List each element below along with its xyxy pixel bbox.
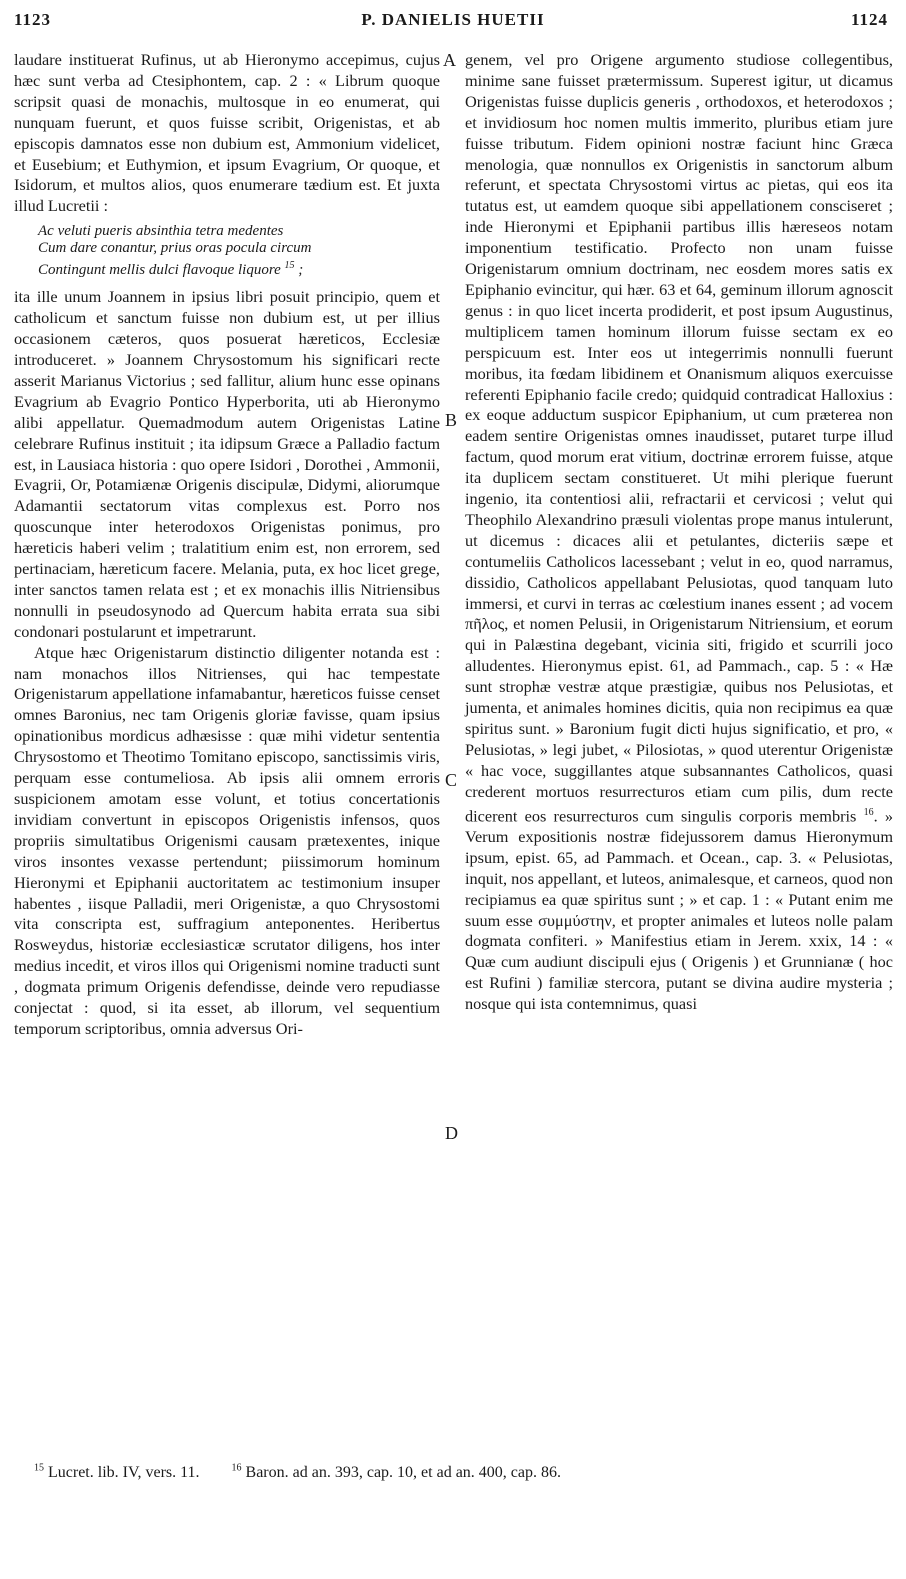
page-header	[0, 6, 906, 32]
verse-line-3-text: Contingunt mellis dulci flavoque liquore	[38, 262, 281, 279]
footnote-ref-16: 16	[863, 806, 874, 818]
footnote-15-text: Lucret. lib. IV, vers. 11.	[48, 1464, 200, 1482]
right-paragraph-1-text: genem, vel pro Origene argumento studiose collegentibus, minime sane fuisset prætermissum. Superest igitur, ut dicamus Origenistas fuisse duplicis generis , orthodoxos, et heterodoxos ; et invidiosum hoc nomen multis immerito, pluribus etiam jure fuisse tributum. Fidem opinioni nostræ faciunt hinc Græca menologia, quæ nonnullos ex Origenistis in sanctorum album referunt, et spectata Chrysostomi virtus ac pietas, qui eos ita tutatus est, ut eamdem quoque sibi appellationem consciseret ; inde Hieronymi et Epiphanii partibus illis hæreseos notam imponentium testificatio. Profecto non unam fuisse Origenistarum omnium doctrinam, nec eosdem mores satis ex Epiphanio evincitur, qui hær. 63 et 64, geminum illorum agnoscit genus : in quo licet incerta prodiderit, et post ipsum Augustinus, multiplicem tamen hominum illorum fuisse sectam ex eo perspicuum est. Inter eos ut integerrimis nonnulli fuerunt moribus, ita fœdam libidinem et Onanismum aliquos exercuisse referenti Epiphanio facile credo; quidquid contradicat Halloxius : ex eoque adductum suspicor Epiphanium, ut cum præterea non eadem sentire Origenistas omnes inaudisset, putaret turpe illud factum, quod morum erat vitium, doctrinæ errorem fuisse, atque ita duplicem sectam constitueret. Ut mihi plerique fuerunt ingenio, ita contentiosi alii, refractarii et cervicosi ; velut qui Theophilo Alexandrino præsuli violentas prope manus intulerunt, ut dicemus : dicaces alii et petulantes, dicteriis sæpe et contumeliis Catholicos lacessebant ; velut in eo, quod narramus, dissidio, Catholicos appellabant Pelusiotas, quod tanquam luto immersi, et curvi in terras ac cœlestium inanes essent ; ad vocem πῆλος, et nomen Pelusii, in Origenistarum Nitriensium, et eorum qui in Palæstina degebant, vicinia siti, frigido et scurrili joco alludentes. Hieronymus epist. 61, ad Pammach., cap. 5 : « Hæ sunt strophæ vestræ atque præstigiæ, quibus nos Pelusiotas, et jumenta, et animales homines dicitis, quia non recipimus ea quæ spiritus sunt. » Baronium fugit dicti hujus significatio, et pro, « Pelusiotas, » legi jubet, « Pilosiotas, » quod uterentur Origenistæ « hac voce, suggillantes atque subsannantes Catholicos, quasi crederent mortuos resurrecturos etiam cum pilis, dum recte dicerent eos resurrecturos cum singulis corporis membris	[465, 50, 893, 826]
footnote-15-number: 15	[34, 1463, 44, 1474]
footnote-16	[232, 1464, 575, 1481]
left-paragraph-3: Atque hæc Origenistarum distinctio diligenter notanda est : nam monachos illos Nitrienses, qui hac tempestate Origenistarum appellatione infamabantur, hæreticos fuisse censet omnes Baronius, nec tam Origenis gloriæ favisse, quam ipsius opinationibus mordicus adhæsisse : quæ mihi videtur sententia Chrysostomo et Theotimo Tomitano episcopo, sanctissimis viris, perquam esse contumeliosa. Ab ipsis alii omnem erroris suspicionem amotam esse volunt, et totius concertationis invidiam convertunt in episcopos Origenistis infensos, quos propriis simultatibus Origenismi causam prætexentes, inique viros insontes vexasse pertendunt; piissimorum hominum Hieronymi et Epiphanii auctoritatem ac testimonium insuper habentes , iisque Palladii, meri Origenistæ, a quo Chrysostomi vita conscripta est, suffragium anteponentes. Heribertus Rosweydus, historiæ ecclesiasticæ scrutator diligens, hos inter medius incedit, et viros illos qui Origenismi nomine traducti sunt , dogmata primum Origenis defendisse, deinde vero repudiasse conjectat : quod, si ita esset, ab illorum, vel sequentium temporum scriptoribus, omnia adversus Ori-	[14, 642, 440, 1038]
lucretius-verse	[38, 223, 440, 279]
margin-letter-b: B	[445, 410, 458, 430]
footnote-16-text: Baron. ad an. 393, cap. 10, et ad an. 400, cap. 86.	[245, 1464, 561, 1482]
footnotes	[34, 1463, 894, 1482]
right-paragraph-1	[465, 50, 893, 1015]
left-paragraph-1: laudare instituerat Rufinus, ut ab Hieronymo accepimus, cujus hæc sunt verba ad Ctesiphontem, cap. 2 : « Librum quoque scripsit quasi de monachis, multosque in eo enumerat, qui nunquam fuerunt, et quos fuisse scribit, Origenistas, et ab episcopis damnatos esse non dubium est, Ammonium videlicet, et Eusebium; et Euthymion, et ipsum Evagrium, Or quoque, et Isidorum, et multos alios, quos enumerare tædium est. Et juxta illud Lucretii :	[14, 50, 440, 216]
verse-line-3: Contingunt mellis dulci flavoque liquore $^{15}$ ;	[38, 260, 304, 279]
page-number-right: 1124	[850, 10, 888, 29]
verse-line-2: Cum dare conantur, prius oras pocula circum	[38, 240, 312, 257]
left-column	[14, 50, 440, 1040]
running-title: P. DANIELIS HUETII	[361, 10, 545, 29]
page-number-left: 1123	[14, 10, 52, 29]
left-paragraph-2: ita ille unum Joannem in ipsius libri posuit principio, quem et catholicum et sanctum fuisse non dubium est, ut per illius occasionem cæteros, quos posuerat hæreticos, Ecclesiæ introduceret. » Joannem Chrysostomum his significari recte asserit Marianus Victorius ; sed fallitur, alium hunc esse opinans Evagrium ab Evagrio Pontico Hyperborita, uti ab Hieronymo alibi appellatur. Quemadmodum autem Origenistas Latine celebrare Rufinus instituit ; ita idipsum Græce a Palladio factum est, in Lausiaca historia : quo opere Isidori , Dorothei , Ammonii, Evagrii, Or, Potamiænæ Origenis discipulæ, Didymi, aliorumque Adamantii sectatorum vitas complexus est. Porro nos quoscunque inter heterodoxos Origenistas ponimus, pro hæreticis haberi velim ; tralatitium enim est, non errorem, sed pertinaciam, hæreticum facere. Melania, puta, ex hoc licet grege, inter sanctos tamen relata est ; et ex monachis illis Nitriensibus nonnulli in pseudosynodo ad Quercum habita errata sua sibi condonari postularunt et impetrarunt.	[14, 287, 440, 641]
footnote-ref-15: 15	[284, 260, 295, 272]
right-paragraph-1-end: . » Verum expositionis nostræ fidejussorem damus Hieronymum ipsum, epist. 65, ad Pammach. et Ocean., cap. 3. « Pelusiotas, inquit, nos appellant, et luteos, animalesque, et carneos, quod non recipiamus ea quæ spiritus sunt ; » et cap. 1 : « Putant enim me suum esse συμμύστην, et propter animales et luteos nolle palam dogmata confiteri. » Manifestius etiam in Jerem. xxix, 14 : « Quæ cum audiunt discipuli ejus ( Origenis ) et Grunnianæ ( hoc est Rufini ) familiæ stercora, putant se divina audire mysteria ; nosque qui ista contemnimus, quasi	[465, 806, 894, 1014]
verse-line-1: Ac veluti pueris absinthia tetra medentes	[38, 223, 284, 240]
margin-letter-a: A	[443, 50, 456, 70]
margin-letter-c: C	[445, 770, 458, 790]
footnote-16-number: 16	[231, 1463, 242, 1474]
margin-letter-d: D	[445, 1123, 458, 1143]
right-column	[465, 50, 893, 1015]
footnote-15	[34, 1464, 214, 1481]
